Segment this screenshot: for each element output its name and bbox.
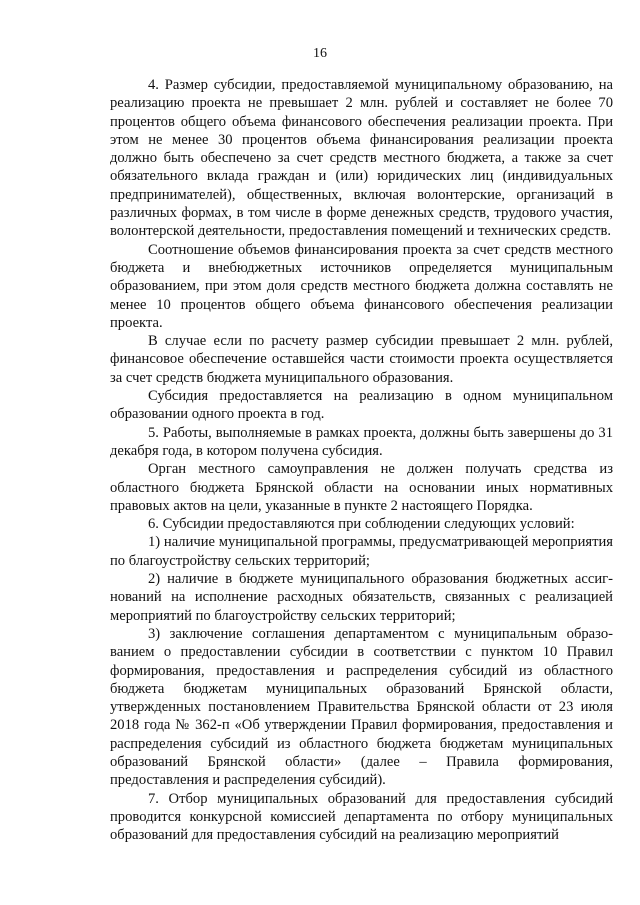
paragraph-no-duplicate-funding: Орган местного самоуправления не должен получать средства из областного бюджета Брянской области на основании иных нормативных правовых актов на цели, указанные в пункте 2 настоящего Порядка.	[110, 461, 613, 514]
paragraph-conditions-heading: 6. Субсидии предоставляются при соблюдении следующих условий:	[148, 516, 575, 533]
paragraph-one-project-per-year: Субсидия предоставляется на реализацию в одном муниципальном образовании одного проекта в год.	[110, 388, 613, 423]
paragraph-condition-3: 3) заключение соглашения департаментом с муниципальным образованием о предоставлении субсидии в соответствии с пунктом 10 Правил формирования, предоставления и распределения субсидий из областного бюджета бюджетам муниципальных образований Брянской области, утвержденных постановлением Правительства Брянской области от 23 июля 2018 года № 362-п «Об утверждении Правил формирования, предоставления и распределения субсидий из областного бюджета бюджетам муниципальных образований Брянской области» (далее – Правила формирования, предоставления и распределения субсидий).	[110, 625, 613, 789]
paragraph-excess-financing: В случае если по расчету размер субсидии превышает 2 млн. рублей, финансовое обеспечение оставшейся части стоимости проекта осуществляется за счет средств бюджета муниципального образования.	[110, 333, 613, 386]
paragraph-condition-2: 2) наличие в бюджете муниципального образования бюджетных ассигнований на исполнение расходных обязательств, связанных с реализацией мероприятий по благоустройству сельских территорий;	[110, 571, 613, 624]
paragraph-financing-ratio: Соотношение объемов финансирования проекта за счет средств местного бюджета и внебюджетных источников определяется муниципальным образованием, при этом доля средств местного бюджета должна составлять не менее 10 процентов общего объема финансового обеспечения реализации проекта.	[110, 241, 613, 331]
paragraph-subsidy-size: 4. Размер субсидии, предоставляемой муниципальному образованию, на реализацию проекта не превышает 2 млн. рублей и составляет не более 70 процентов общего объема финансового обеспечения реализации проекта. При этом не менее 30 процентов объема финансирования реализации проекта должно быть обеспечено за счет средств местного бюджета, а также за счет обязательного вклада граждан и (или) юридических лиц (индивидуальных предпринимателей), общественных, включая волонтерские, организаций в различных формах, в том числе в форме денежных средств, трудового участия, волонтерской деятельности, предоставления помещений и технических средств.	[110, 77, 613, 240]
paragraph-completion-deadline: 5. Работы, выполняемые в рамках проекта, должны быть завершены до 31 декабря года, в котором получена субсидия.	[110, 424, 613, 459]
document-body	[110, 76, 613, 844]
page-number: 16	[313, 46, 327, 61]
paragraph-condition-1: 1) наличие муниципальной программы, предусматривающей мероприятия по благоустройству сельских территорий;	[110, 534, 613, 569]
paragraph-selection: 7. Отбор муниципальных образований для предоставления субсидий проводится конкурсной комиссией департамента по отбору муниципальных образований для предоставления субсидий на реализацию мероприятий	[110, 790, 613, 844]
